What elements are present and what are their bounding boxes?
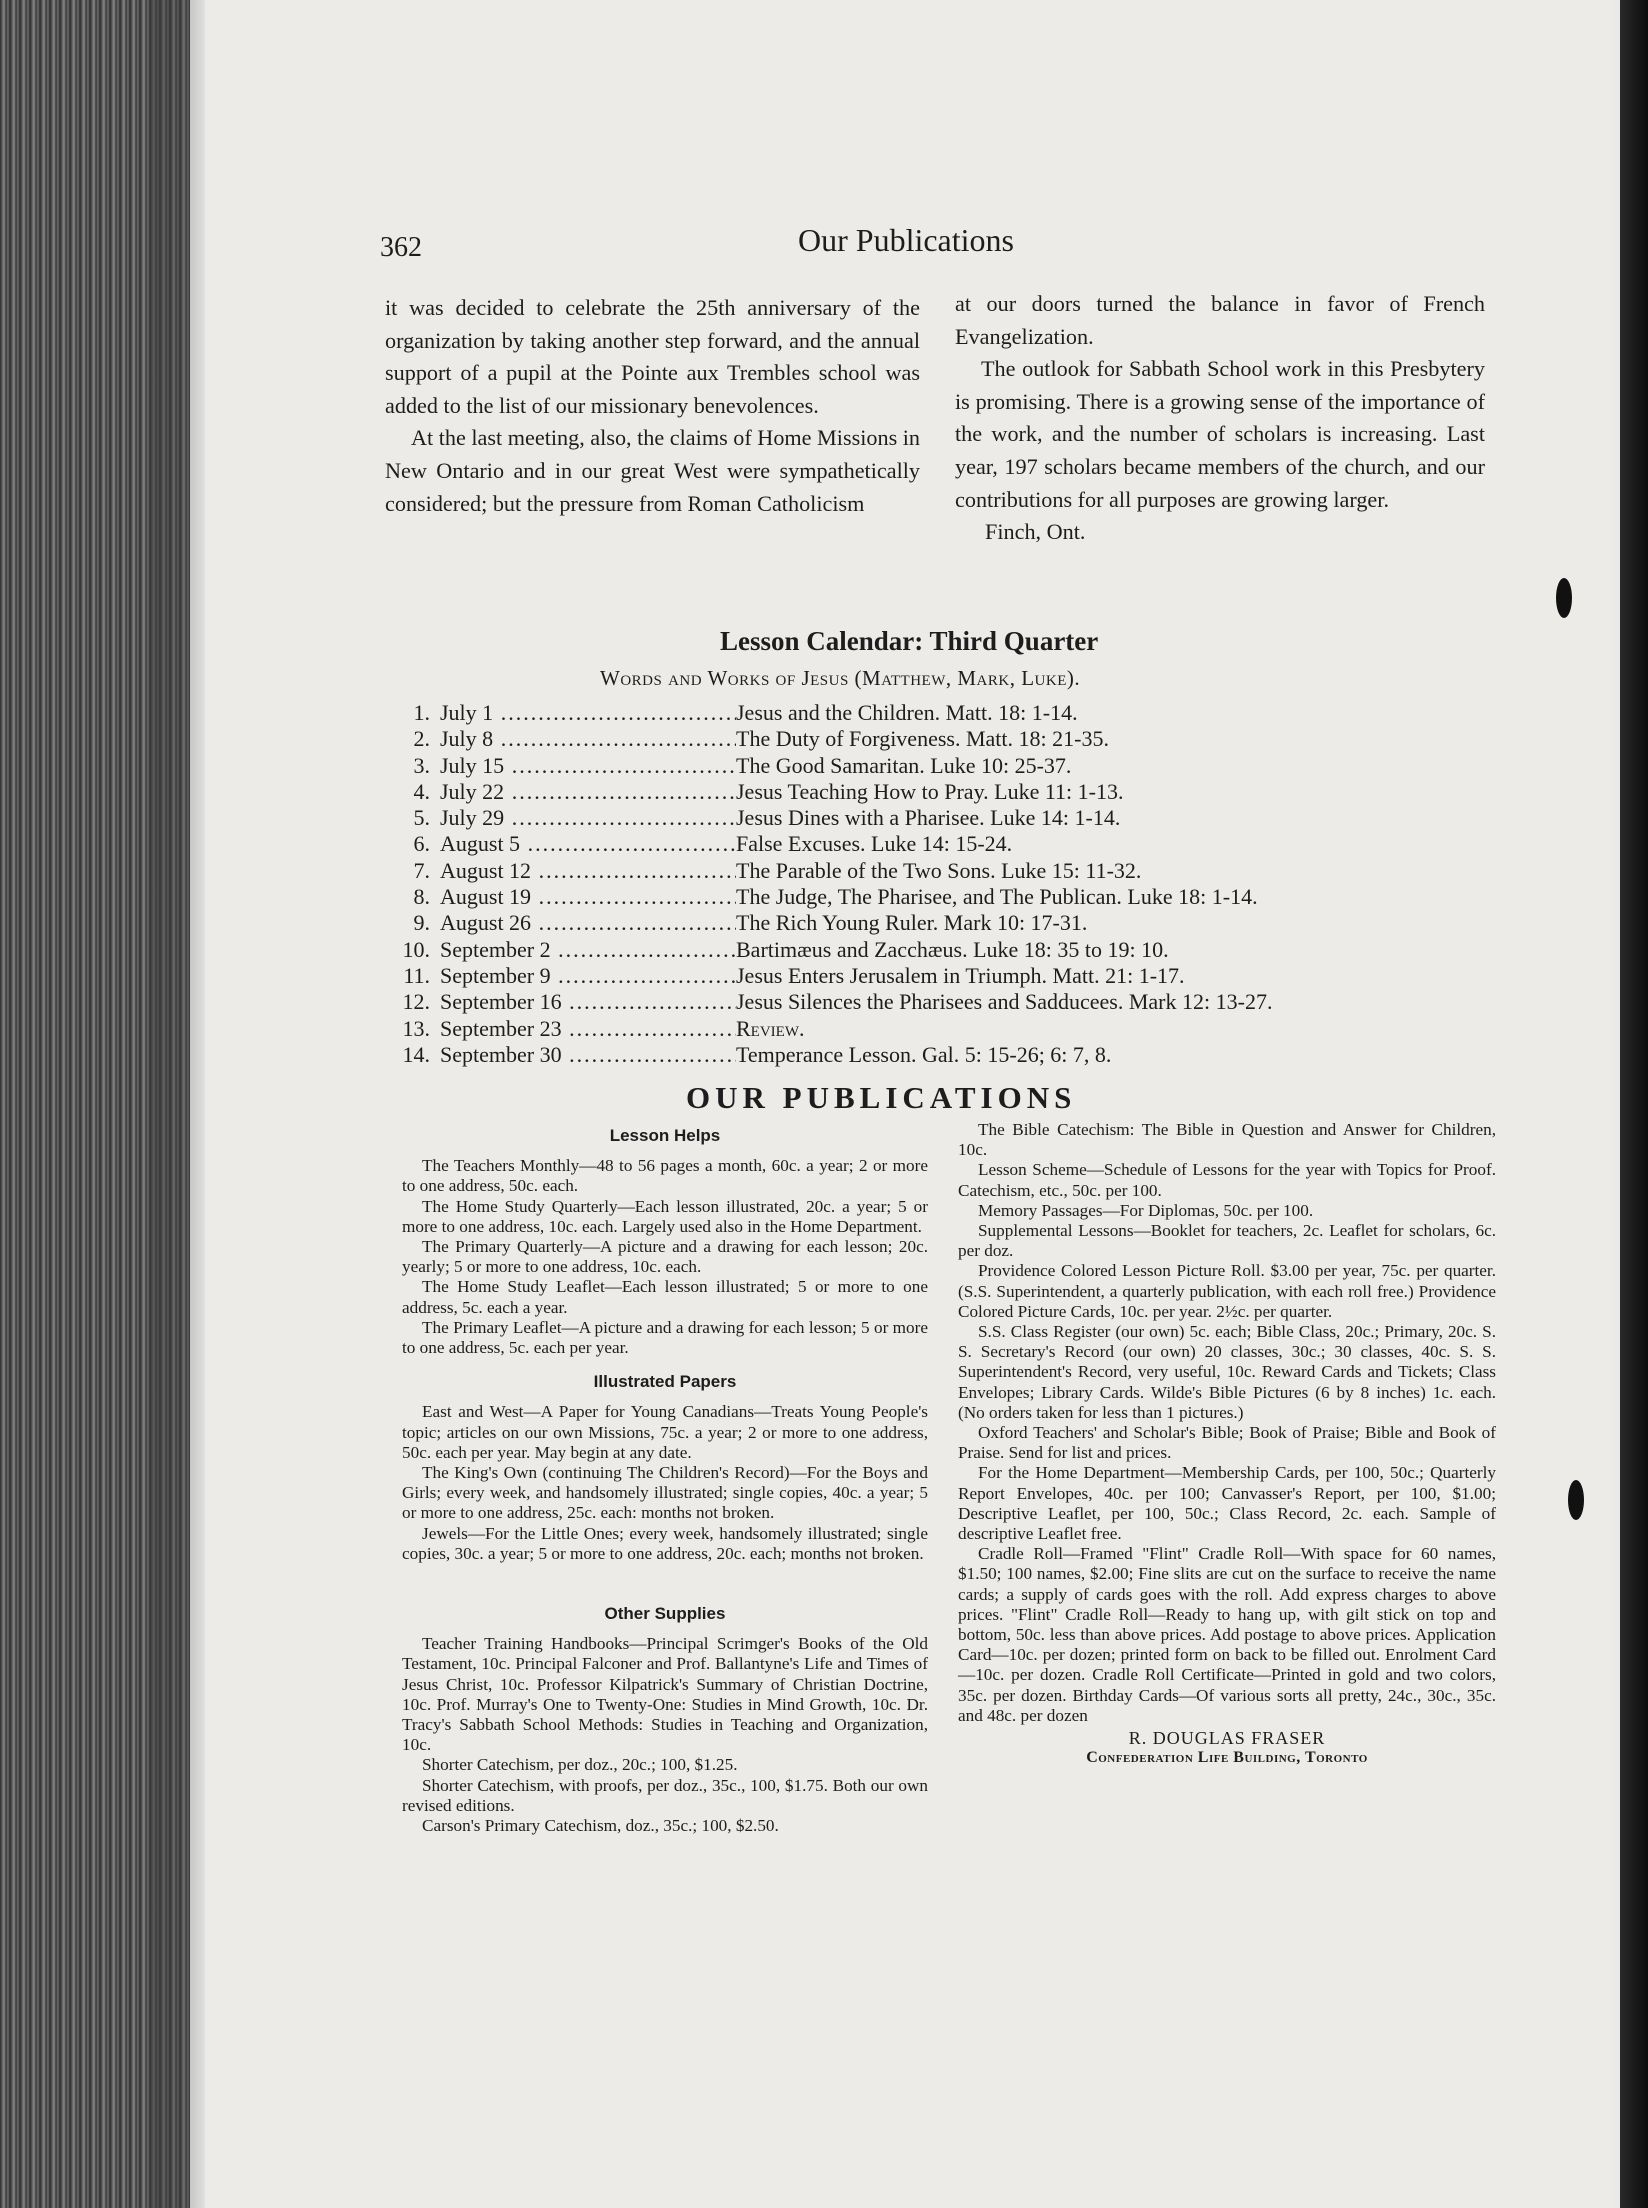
publication-item: Shorter Catechism, with proofs, per doz., 35c., 100, $1.75. Both our own revised editions. bbox=[402, 1775, 928, 1815]
lesson-description: The Judge, The Pharisee, and The Publican. Luke 18: 1-14. bbox=[736, 884, 1258, 910]
publication-item: Oxford Teachers' and Scholar's Bible; Book of Praise; Bible and Book of Praise. Send for list and prices. bbox=[958, 1423, 1496, 1463]
lesson-description: Review. bbox=[736, 1015, 805, 1041]
article-right-column bbox=[955, 288, 1485, 549]
lesson-number: 10. bbox=[402, 936, 430, 962]
publication-item: The King's Own (continuing The Children's Record)—For the Boys and Girls; every week, and handsomely illustrated; single copies, 40c. a year; 5 or more to one address, 25c. each: months not broken. bbox=[402, 1463, 928, 1523]
lesson-description: The Rich Young Ruler. Mark 10: 17-31. bbox=[736, 910, 1088, 936]
lesson-row bbox=[400, 884, 1500, 910]
binding-hole-lower bbox=[1568, 1480, 1584, 1520]
publication-item: Lesson Scheme—Schedule of Lessons for the year with Topics for Proof. Catechism, etc., 50c. per 100. bbox=[958, 1160, 1496, 1200]
publication-item: Memory Passages—For Diplomas, 50c. per 100. bbox=[978, 1200, 1314, 1220]
lesson-date: August 26 ..... bbox=[430, 910, 736, 936]
lesson-number: 8. bbox=[413, 884, 430, 910]
publications-right-column bbox=[958, 1120, 1496, 1769]
lesson-description: Jesus Silences the Pharisees and Sadducees. Mark 12: 13-27. bbox=[736, 989, 1273, 1015]
lesson-row bbox=[400, 753, 1500, 779]
article-paragraph: The outlook for Sabbath School work in this Presbytery is promising. There is a growing sense of the importance of the work, and the number of scholars is increasing. Last year, 197 scholars became members of the church, and our contributions for all purposes are growing larger. bbox=[955, 356, 1485, 512]
lesson-row bbox=[400, 831, 1500, 857]
lesson-date: September 30 ..... bbox=[430, 1042, 736, 1068]
lesson-number: 11. bbox=[403, 962, 430, 988]
lesson-number: 7. bbox=[413, 857, 430, 883]
article-paragraph: at our doors turned the balance in favor of French Evangelization. bbox=[955, 291, 1485, 349]
spine-shadow bbox=[150, 0, 210, 2208]
lesson-row bbox=[400, 805, 1500, 831]
binding-hole-upper bbox=[1556, 578, 1572, 618]
lesson-date: August 19 ..... bbox=[430, 884, 736, 910]
lesson-description: Bartimæus and Zacchæus. Luke 18: 35 to 19: 10. bbox=[736, 936, 1169, 962]
lesson-date: August 5 ..... bbox=[430, 831, 736, 857]
publication-item: Shorter Catechism, per doz., 20c.; 100, $1.25. bbox=[422, 1755, 738, 1775]
publications-title: OUR PUBLICATIONS bbox=[686, 1080, 1077, 1115]
publication-item: The Bible Catechism: The Bible in Question and Answer for Children, 10c. bbox=[958, 1120, 1496, 1160]
lesson-date: August 12 ..... bbox=[430, 858, 736, 884]
lesson-description: Jesus and the Children. Matt. 18: 1-14. bbox=[736, 700, 1078, 725]
running-title: Our Publications bbox=[798, 222, 1014, 258]
section-heading-other-supplies: Other Supplies bbox=[604, 1604, 726, 1624]
lesson-number: 2. bbox=[413, 726, 430, 752]
lesson-calendar-list bbox=[400, 700, 1500, 1068]
lesson-row bbox=[400, 726, 1500, 752]
lesson-row bbox=[400, 910, 1500, 936]
publications-left-column bbox=[402, 1126, 928, 1836]
lesson-date: September 2 ..... bbox=[430, 937, 736, 963]
lesson-description: The Good Samaritan. Luke 10: 25-37. bbox=[736, 752, 1072, 778]
lesson-description: Jesus Teaching How to Pray. Luke 11: 1-13. bbox=[736, 778, 1124, 804]
publication-item: Cradle Roll—Framed "Flint" Cradle Roll—With space for 60 names, $1.50; 100 names, $2.00; Fine slits are cut on the surface to receive the name cards; a supply of cards goes with the roll. Add express charges to above prices. "Flint" Cradle Roll—Ready to hang up, with gilt stick on top and bottom, 50c. less than above prices. Add postage to above prices. Application Card—10c. per dozen; printed form on back to be filled out. Enrolment Card—10c. per dozen. Cradle Roll Certificate—Printed in gold and two colors, 35c. per dozen. Birthday Cards—Of various sorts all pretty, 24c., 30c., 35c. and 48c. per dozen bbox=[958, 1544, 1496, 1725]
lesson-description: Temperance Lesson. Gal. 5: 15-26; 6: 7, 8. bbox=[736, 1041, 1112, 1067]
section-heading-lesson-helps: Lesson Helps bbox=[609, 1126, 721, 1145]
article-paragraph: it was decided to celebrate the 25th anniversary of the organization by taking another step forward, and the annual support of a pupil at the Pointe aux Trembles school was added to the list of our missionary benevolences. bbox=[385, 295, 920, 418]
lesson-row bbox=[400, 989, 1500, 1015]
lesson-date: September 9 ..... bbox=[430, 963, 736, 989]
lesson-date: July 15 ..... bbox=[430, 753, 736, 779]
lesson-date: July 8 ..... bbox=[430, 726, 736, 752]
section-heading-illustrated-papers: Illustrated Papers bbox=[593, 1372, 737, 1392]
lesson-description: Jesus Enters Jerusalem in Triumph. Matt. 21: 1-17. bbox=[736, 962, 1185, 988]
lesson-description: The Parable of the Two Sons. Luke 15: 11-32. bbox=[736, 857, 1142, 883]
lesson-description: Jesus Dines with a Pharisee. Luke 14: 1-14. bbox=[736, 805, 1121, 831]
publication-item: S.S. Class Register (our own) 5c. each; Bible Class, 20c.; Primary, 20c. S. S. Secretary's Record (our own) 20 classes, 30c.; 30 classes, 40c. S. S. Superintendent's Record, very useful, 10c. Reward Cards and Tickets; Class Envelopes; Library Cards. Wilde's Bible Pictures (6 by 8 inches) 1c. each. (No orders taken for less than 1 pictures.) bbox=[958, 1322, 1496, 1422]
lesson-number: 4. bbox=[413, 778, 430, 804]
publication-item: For the Home Department—Membership Cards, per 100, 50c.; Quarterly Report Envelopes, 40c. per 100; Canvasser's Report, per 100, $1.00; Descriptive Leaflet, per 100, 50c.; Class Record, 2c. each. Sample of descriptive Leaflet free. bbox=[958, 1463, 1496, 1544]
lesson-number: 5. bbox=[413, 805, 430, 831]
lesson-row bbox=[400, 700, 1500, 726]
lesson-date: September 23 ..... bbox=[430, 1016, 736, 1042]
publication-item: The Teachers Monthly—48 to 56 pages a month, 60c. a year; 2 or more to one address, 50c. each. bbox=[402, 1156, 928, 1196]
lesson-row bbox=[400, 779, 1500, 805]
calendar-subtitle: Words and Works of Jesus (Matthew, Mark, Luke). bbox=[600, 666, 1081, 690]
publisher-address: Confederation Life Building, Toronto bbox=[1086, 1749, 1368, 1767]
publication-item: The Home Study Quarterly—Each lesson illustrated, 20c. a year; 5 or more to one address, 10c. each. Largely used also in the Home Department. bbox=[402, 1196, 928, 1236]
publisher-name: R. DOUGLAS FRASER bbox=[1128, 1728, 1326, 1749]
article-left-column bbox=[385, 292, 920, 520]
lesson-number: 3. bbox=[413, 752, 430, 778]
lesson-date: July 1 ..... bbox=[430, 700, 736, 726]
lesson-row bbox=[400, 1042, 1500, 1068]
lesson-number: 13. bbox=[402, 1015, 430, 1041]
publication-item: The Home Study Leaflet—Each lesson illustrated; 5 or more to one address, 5c. each a year. bbox=[402, 1277, 928, 1317]
lesson-description: False Excuses. Luke 14: 15-24. bbox=[736, 831, 1013, 857]
publication-item: East and West—A Paper for Young Canadians—Treats Young People's topic; articles on our own Missions, 75c. a year; 2 or more to one address, 50c. each per year. May begin at any date. bbox=[402, 1402, 928, 1462]
lesson-description: The Duty of Forgiveness. Matt. 18: 21-35. bbox=[736, 726, 1109, 752]
article-signoff: Finch, Ont. bbox=[985, 519, 1086, 545]
lesson-number: 1. bbox=[413, 700, 430, 725]
lesson-date: July 22 ..... bbox=[430, 779, 736, 805]
publication-item: The Primary Leaflet—A picture and a drawing for each lesson; 5 or more to one address, 5c. each per year. bbox=[402, 1317, 928, 1358]
publication-item: Providence Colored Lesson Picture Roll. $3.00 per year, 75c. per quarter. (S.S. Superintendent, a quarterly publication, with each roll free.) Providence Colored Picture Cards, 10c. per year. 2½c. per quarter. bbox=[958, 1261, 1496, 1321]
lesson-row bbox=[400, 858, 1500, 884]
lesson-date: July 29 ..... bbox=[430, 805, 736, 831]
publication-item: Jewels—For the Little Ones; every week, handsomely illustrated; single copies, 30c. a year; 5 or more to one address, 20c. each; months not broken. bbox=[402, 1523, 928, 1563]
lesson-row bbox=[400, 937, 1500, 963]
article-paragraph: At the last meeting, also, the claims of Home Missions in New Ontario and in our great West were sympathetically considered; but the pressure from Roman Catholicism bbox=[385, 425, 921, 516]
calendar-title: Lesson Calendar: Third Quarter bbox=[720, 626, 1099, 656]
lesson-date: September 16 ..... bbox=[430, 989, 736, 1015]
lesson-row bbox=[400, 963, 1500, 989]
publication-item: Supplemental Lessons—Booklet for teachers, 2c. Leaflet for scholars, 6c. per doz. bbox=[958, 1221, 1496, 1261]
right-page-edge bbox=[1620, 0, 1648, 2208]
lesson-number: 12. bbox=[402, 989, 430, 1015]
lesson-row bbox=[400, 1016, 1500, 1042]
lesson-number: 14. bbox=[402, 1041, 430, 1067]
lesson-number: 6. bbox=[413, 831, 430, 857]
page-number: 362 bbox=[380, 232, 422, 263]
publication-item: The Primary Quarterly—A picture and a drawing for each lesson; 20c. yearly; 5 or more to one address, 10c. each. bbox=[402, 1237, 928, 1277]
publication-item: Carson's Primary Catechism, doz., 35c.; 100, $2.50. bbox=[422, 1816, 779, 1836]
publication-item: Teacher Training Handbooks—Principal Scrimger's Books of the Old Testament, 10c. Principal Falconer and Prof. Ballantyne's Life and Times of Jesus Christ, 10c. Professor Kilpatrick's Summary of Christian Doctrine, 10c. Prof. Murray's One to Twenty-One: Studies in Mind Growth, 10c. Dr. Tracy's Sabbath School Methods: Studies in Teaching and Organization, 10c. bbox=[402, 1634, 928, 1755]
lesson-number: 9. bbox=[413, 910, 430, 936]
